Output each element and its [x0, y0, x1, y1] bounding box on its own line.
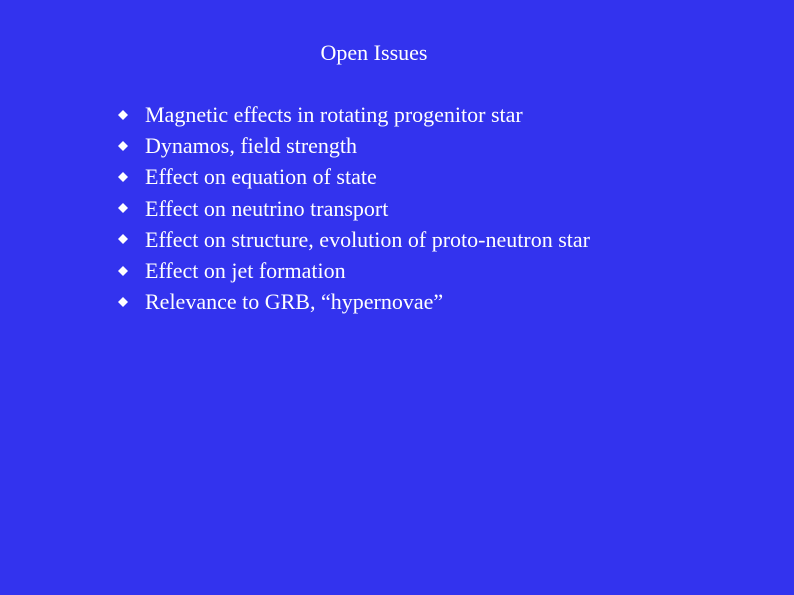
list-item — [113, 224, 590, 255]
list-item-text: Effect on neutrino transport — [145, 195, 389, 221]
diamond-bullet-icon — [113, 297, 133, 307]
list-item — [113, 193, 590, 224]
bullet-list — [113, 99, 590, 317]
list-item-text: Effect on structure, evolution of proto-neutron star — [145, 226, 590, 252]
list-item-text: Effect on jet formation — [145, 258, 346, 284]
list-item-text: Magnetic effects in rotating progenitor star — [145, 102, 523, 128]
diamond-bullet-icon — [113, 266, 133, 276]
diamond-bullet-icon — [113, 110, 133, 120]
list-item — [113, 255, 590, 286]
diamond-bullet-icon — [113, 203, 133, 213]
diamond-bullet-icon — [113, 141, 133, 151]
list-item — [113, 286, 590, 317]
list-item-text: Effect on equation of state — [145, 164, 377, 190]
list-item — [113, 161, 590, 192]
diamond-bullet-icon — [113, 234, 133, 244]
list-item — [113, 130, 590, 161]
diamond-bullet-icon — [113, 172, 133, 182]
list-item-text: Dynamos, field strength — [145, 133, 358, 159]
list-item — [113, 99, 590, 130]
slide-title: Open Issues — [320, 40, 428, 65]
list-item-text: Relevance to GRB, “hypernovae” — [145, 289, 444, 315]
